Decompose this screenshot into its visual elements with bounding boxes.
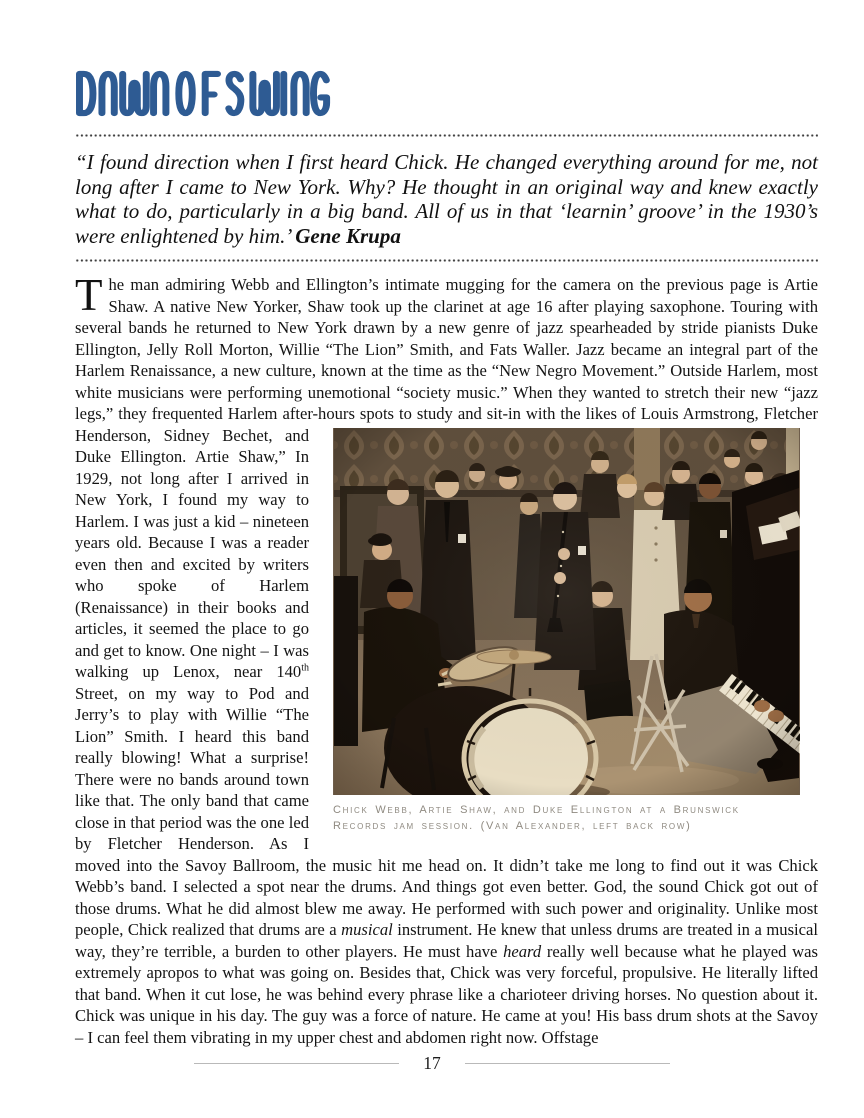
page-footer	[0, 1053, 864, 1074]
drop-cap: T	[75, 270, 103, 321]
article-seg-5: really well because what he played was extremely apropos to what was going on. Besides that, Chick was very forceful, propulsive. He literally lifted that band. When it cut lose, he was behind every phrase like a charioteer driving horses. No question about it. Chick was unique in his day. The guy was a force of nature. He came at you! His bass drum shots at the Savoy – I can feel them vibrating in my upper chest and abdomen right now. Offstage	[75, 941, 818, 1047]
page-title-art	[75, 70, 332, 117]
quote-attribution: Gene Krupa	[295, 223, 401, 248]
article-italic-musical: musical	[341, 920, 393, 940]
article-seg-4: instrument. He knew that unless drums are treated in a musical way, they’re terrible, a burden to other players. He must have	[75, 920, 818, 961]
article-italic-heard: heard	[503, 941, 542, 961]
footer-rule-left	[194, 1063, 399, 1064]
article-seg-3: Street, on my way to Pod and Jerry’s to play with Willie “The Lion” Smith. I heard this band really blowing! What a surprise! There were no bands around town like that. The only band that came close in that period was the one led by Fletcher Henderson. As I moved into the Savoy Ballroom, the music hit me head on. It didn’t take me long to find out it was Chick Webb’s band. I selected a spot near the drums. And things got even better. God, the sound Chick got out of those drums. What he did almost blew me away. He performed with such power and originality. Unlike most people, Chick realized that drums are a	[75, 683, 818, 940]
photo-block	[333, 428, 800, 834]
jam-session-photo-art	[333, 428, 800, 795]
photo-caption: Chick Webb, Artie Shaw, and Duke Ellington at a Brunswick Records jam session. (Van Alexander, left back row)	[333, 803, 740, 832]
page-number: 17	[423, 1053, 441, 1073]
ordinal-suffix: th	[301, 662, 309, 674]
page-title	[75, 70, 818, 118]
article-seg-2: Bechet, and Duke Ellington. Artie Shaw,” In 1929, not long after I arrived in New York, I found my way to Harlem. I was just a kid – nineteen years old. Because I was a reader even then and excited by writers who spoke of Harlem (Renaissance) in their books and articles, it seemed the place to go and get to know. One night – I was walking up Lenox, near 140	[75, 425, 309, 682]
dotted-rule-bottom	[75, 259, 818, 262]
article-body	[75, 270, 818, 1048]
quote-text: “I found direction when I first heard Chick. He changed everything around for me, not long after I came to New York. Why? He thought in an original way and knew exactly what to do, particularly in a big band. All of us in that ‘learnin’ groove’ in the 1930’s were enlightened by him.’	[75, 150, 818, 248]
article-seg-1: he man admiring Webb and Ellington’s intimate mugging for the camera on the previous page is Artie Shaw. A native New Yorker, Shaw took up the clarinet at age 16 after playing saxophone. Touring with several bands he returned to New York drawn by a new genre of jazz spearheaded by stride pianists Duke Ellington, Jelly Roll Morton, Willie “The Lion” Smith, and Fats Waller. Jazz became an integral part of the Harlem Renaissance, a new culture, known at the time as the “New Negro Movement.” Outside Harlem, most white musicians were performing unemotional “society music.” When they wanted to stretch their new “jazz legs,” they frequented Harlem after-hours spots to study and sit-in with the likes of Louis Armstrong, Fletcher Henderson, Sidney	[75, 275, 818, 445]
footer-rule-right	[465, 1063, 670, 1064]
pull-quote	[75, 150, 818, 248]
jam-session-photo	[333, 428, 800, 795]
dotted-rule-top	[75, 134, 818, 137]
